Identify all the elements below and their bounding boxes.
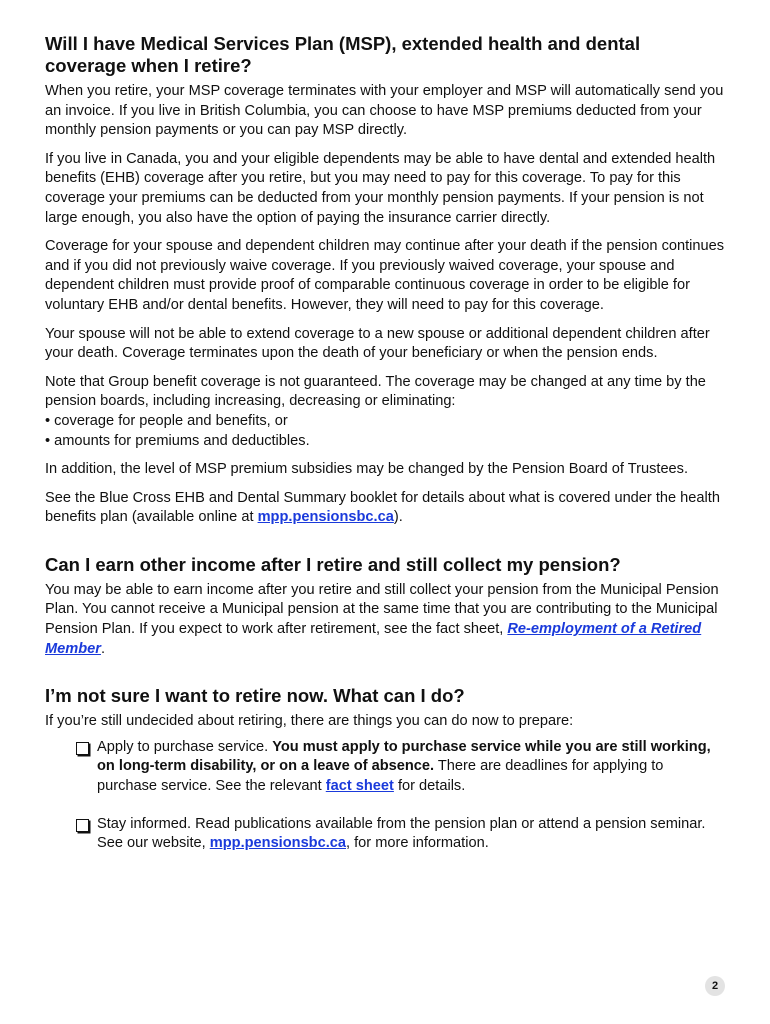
- checkbox-icon: [76, 742, 89, 755]
- checklist-item: [45, 738, 725, 797]
- text: .: [100, 640, 106, 657]
- document-page: [45, 33, 725, 872]
- paragraph: Your spouse will not be able to extend coverage to a new spouse or additional dependent children after your death. Coverage terminates upon the death of your beneficiary or when the pension ends.: [45, 325, 710, 362]
- website-link[interactable]: mpp.pensionsbc.ca: [257, 509, 394, 526]
- paragraph: If you live in Canada, you and your eligible dependents may be able to have dental and extended health benefits (EHB) coverage after you retire, but you may need to pay for this coverage. To pay for this coverage your premiums can be deducted from your monthly pension payments. If your pension is not large enough, you also have the option of paying the insurance carrier directly.: [45, 150, 716, 226]
- paragraph: Note that Group benefit coverage is not guaranteed. The coverage may be changed at any time by the pension boards, including increasing, decreasing or eliminating:: [45, 373, 706, 410]
- bullet-item: • coverage for people and benefits, or: [45, 412, 725, 432]
- bullet-item: • amounts for premiums and deductibles.: [45, 432, 725, 452]
- text: ).: [393, 509, 403, 526]
- paragraph: [45, 581, 725, 659]
- checklist: [45, 738, 725, 854]
- heading-earn-income: Can I earn other income after I retire and still collect my pension?: [45, 553, 621, 575]
- paragraph: If you’re still undecided about retiring, there are things you can do now to prepare:: [45, 713, 574, 730]
- paragraph: Coverage for your spouse and dependent children may continue after your death if the pension continues and if you did not previously waive coverage. If you previously waived coverage, your spouse and dependent children must provide proof of comparable continuous coverage in order to be eligible for voluntary EHB and/or dental benefits. However, they will need to pay for this coverage.: [45, 238, 725, 313]
- paragraph: When you retire, your MSP coverage terminates with your employer and MSP will automatically send you an invoice. If you live in British Columbia, you can choose to have MSP premiums deducted from your monthly pension payments or you can pay MSP directly.: [45, 83, 724, 139]
- bullet-list: [45, 412, 725, 451]
- website-link[interactable]: mpp.pensionsbc.ca: [209, 835, 347, 852]
- text: for details.: [393, 778, 466, 795]
- paragraph: In addition, the level of MSP premium subsidies may be changed by the Pension Board of Trustees.: [45, 461, 689, 478]
- text: You may be able to earn income after you retire and still collect your pension from the Municipal Pension Plan. You cannot receive a Municipal pension at the same time that you are contributing to the Municipal Pension Plan. If you expect to work after retirement, see the fact sheet,: [45, 581, 719, 638]
- page-number: 2: [705, 976, 725, 996]
- checkbox-icon: [76, 819, 89, 832]
- bold-text: You must apply to purchase service while you are still working, on long-term disability, or on a leave of absence.: [97, 738, 711, 775]
- reemployment-fact-sheet-link[interactable]: Re-employment of a Retired Member: [45, 621, 702, 657]
- checklist-item: [45, 815, 725, 854]
- heading-not-sure-retire: I’m not sure I want to retire now. What can I do?: [45, 685, 465, 707]
- paragraph: [45, 489, 725, 528]
- text: See the Blue Cross EHB and Dental Summary booklet for details about what is covered under the health benefits plan (available online at: [45, 489, 720, 526]
- text: There are deadlines for applying to purchase service. See the relevant: [97, 758, 664, 795]
- text: , for more information.: [346, 835, 489, 852]
- text: Stay informed. Read publications available from the pension plan or attend a pension seminar. See our website,: [97, 815, 706, 852]
- text: Apply to purchase service.: [97, 738, 273, 755]
- heading-msp-coverage: Will I have Medical Services Plan (MSP), extended health and dental coverage when I retire?: [45, 33, 641, 76]
- fact-sheet-link[interactable]: fact sheet: [325, 778, 394, 795]
